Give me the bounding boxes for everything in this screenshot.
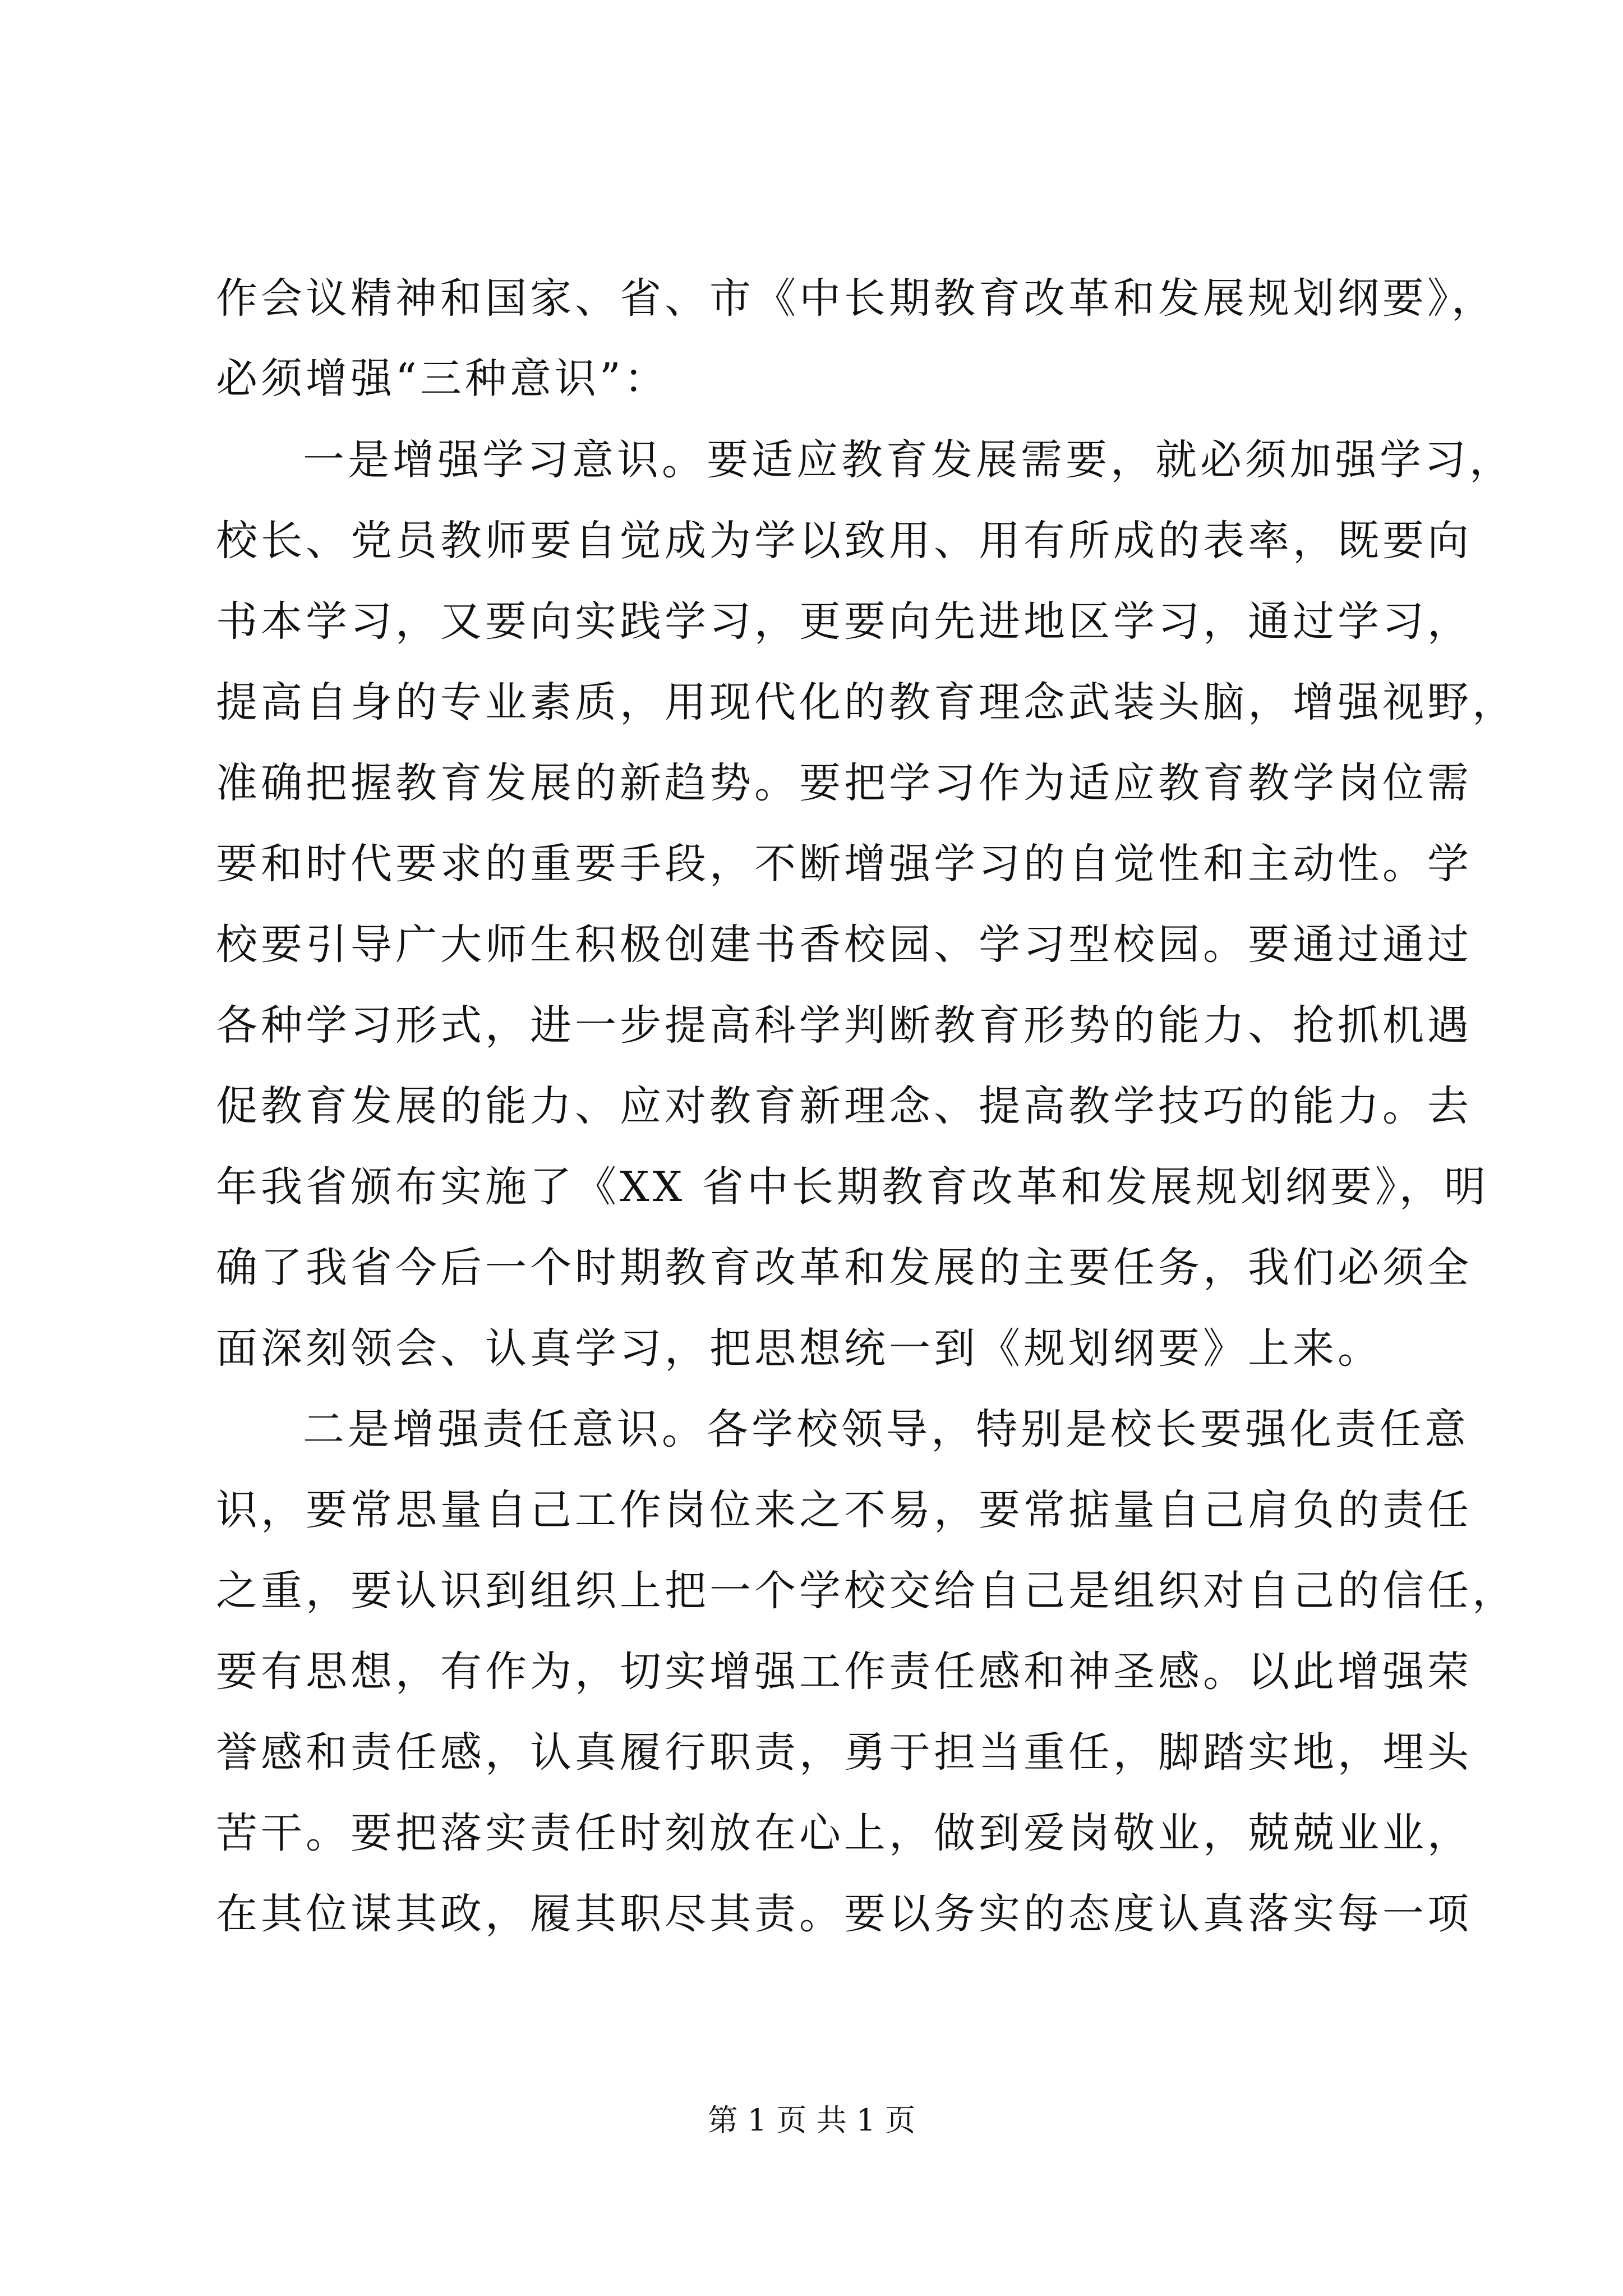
page-footer: 第 1 页 共 1 页	[707, 2102, 916, 2138]
text-line: 识，要常思量自己工作岗位来之不易，要常掂量自己肩负的责任	[216, 1486, 1472, 1534]
text-line: 必须增强“三种意识”：	[216, 355, 669, 403]
text-line: 苦干。要把落实责任时刻放在心上，做到爱岗敬业，兢兢业业，	[216, 1809, 1472, 1857]
text-line: 作会议精神和国家、省、市《中长期教育改革和发展规划纲要》，	[216, 274, 1496, 323]
text-line: 书本学习，又要向实践学习，更要向先进地区学习，通过学习，	[216, 597, 1472, 646]
text-line: 之重，要认识到组织上把一个学校交给自己是组织对自己的信任，	[216, 1567, 1517, 1615]
text-line: 誉感和责任感，认真履行职责，勇于担当重任，脚踏实地，埋头	[216, 1728, 1472, 1777]
text-line: 确了我省今后一个时期教育改革和发展的主要任务，我们必须全	[216, 1244, 1472, 1292]
text-line: 促教育发展的能力、应对教育新理念、提高教学技巧的能力。去	[216, 1082, 1472, 1130]
text-line: 各种学习形式，进一步提高科学判断教育形势的能力、抢抓机遇	[216, 1001, 1472, 1050]
paragraph-first-line: 二是增强责任意识。各学校领导，特别是校长要强化责任意	[303, 1405, 1469, 1453]
text-line: 年我省颁布实施了《XX 省中长期教育改革和发展规划纲要》，明	[216, 1163, 1489, 1211]
text-line: 要和时代要求的重要手段，不断增强学习的自觉性和主动性。学	[216, 840, 1472, 888]
text-line: 提高自身的专业素质，用现代化的教育理念武装头脑，增强视野，	[216, 678, 1517, 726]
text-line: 校长、党员教师要自觉成为学以致用、用有所成的表率，既要向	[216, 517, 1472, 565]
text-line: 校要引导广大师生积极创建书香校园、学习型校园。要通过通过	[216, 921, 1472, 969]
text-line: 要有思想，有作为，切实增强工作责任感和神圣感。以此增强荣	[216, 1648, 1472, 1696]
text-line: 在其位谋其政，履其职尽其责。要以务实的态度认真落实每一项	[216, 1890, 1472, 1938]
text-line: 准确把握教育发展的新趋势。要把学习作为适应教育教学岗位需	[216, 759, 1472, 807]
text-line: 面深刻领会、认真学习，把思想统一到《规划纲要》上来。	[216, 1324, 1382, 1373]
paragraph-first-line: 一是增强学习意识。要适应教育发展需要，就必须加强学习，	[303, 436, 1514, 484]
